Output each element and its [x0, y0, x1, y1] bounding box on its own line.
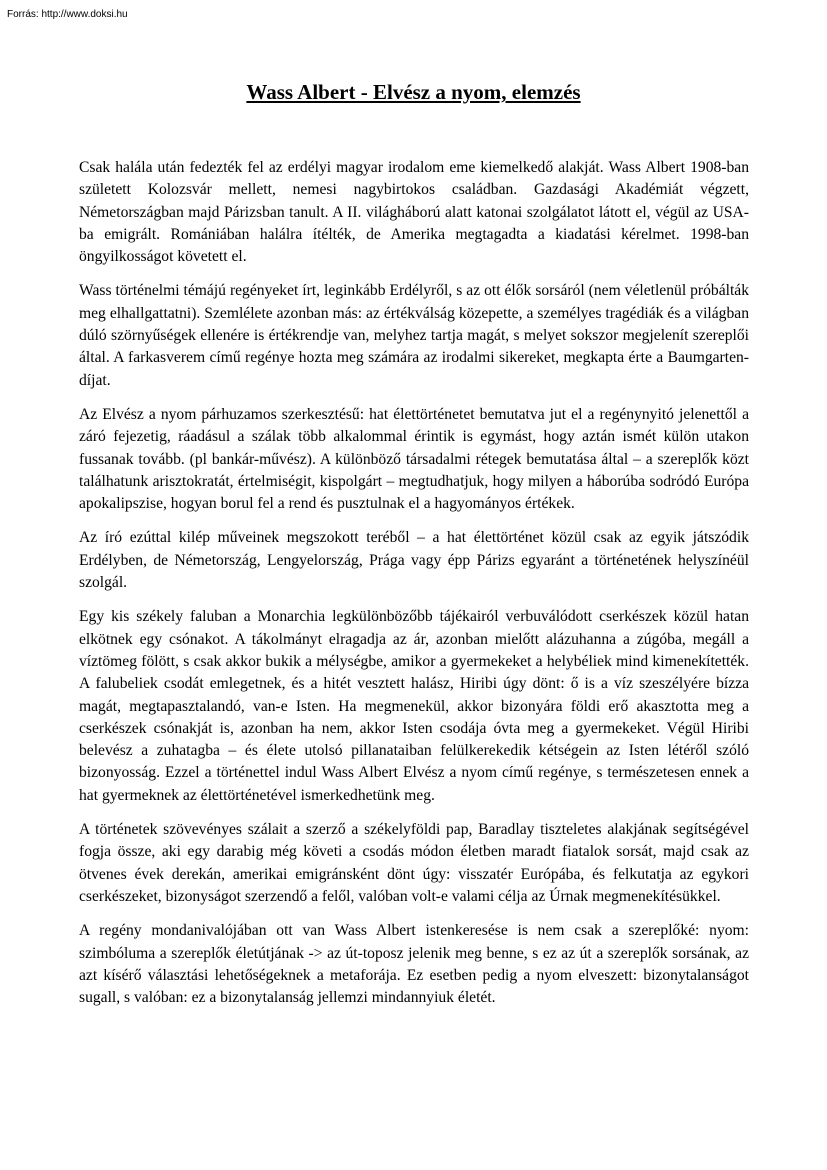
- paragraph-settings: Az író ezúttal kilép műveinek megszokott teréből – a hat élettörténet közül csak az egyik játszódik Erdélyben, de Németország, Lengyelország, Prága vagy épp Párizs egyaránt a történetének helyszínéül szolgál.: [79, 529, 749, 592]
- paragraph-narrator: A történetek szövevényes szálait a szerző a székelyföldi pap, Baradlay tiszteletes alakjának segítségével fogja össze, aki egy darabig még követi a csodás módon életben maradt fiatalok sorsát, majd csak az ötvenes évek derekán, amerikai emigránsként dönt úgy: visszatér Európába, és felkutatja az egykori cserkészeket, bizonyságot szerzendő a felől, valóban volt-e valami célja az Úrnak megmenekítésükkel.: [79, 821, 749, 905]
- source-url-label: Forrás: http://www.doksi.hu: [7, 9, 128, 20]
- paragraph-biography: Csak halála után fedezték fel az erdélyi magyar irodalom eme kiemelkedő alakját. Wass Albert 1908-ban született Kolozsvár mellett, nemesi nagybirtokos családban. Gazdasági Akadémiát végzett, Németországban majd Párizsban tanult. A II. világháború alatt katonai szolgálatot látott el, végül az USA-ba emigrált. Romániában halálra ítélték, de Amerika megtagadta a kiadatási kérelmet. 1998-ban öngyilkosságot követett el.: [79, 159, 749, 266]
- document-title: Wass Albert - Elvész a nyom, elemzés: [246, 80, 581, 104]
- document-body: [79, 157, 749, 1021]
- paragraph-works: Wass történelmi témájú regényeket írt, leginkább Erdélyről, s az ott élők sorsáról (nem véletlenül próbálták meg elhallgattatni). Szemlélete azonban más: az értékválság közepette, a személyes tragédiák és a világban dúló szörnyűségek ellenére is értékrendje van, melyhez tartja magát, s melyet sokszor megjelenít szereplői által. A farkasverem című regénye hozta meg számára az irodalmi sikereket, megkapta érte a Baumgarten-díjat.: [79, 282, 749, 389]
- paragraph-structure: Az Elvész a nyom párhuzamos szerkesztésű: hat élettörténetet bemutatva jut el a regénynyitó jelenettől a záró fejezetig, ráadásul a szálak több alkalommal érintik is egymást, hogy aztán ismét külön utakon fussanak tovább. (pl bankár-művész). A különböző társadalmi rétegek bemutatása által – a szereplők közt találhatunk arisztokratát, értelmiségit, kispolgárt – megtudhatjuk, hogy milyen a háborúba sodródó Európa apokalipszise, hogyan borul fel a rend és pusztulnak el a hagyományos értékek.: [79, 405, 749, 513]
- paragraph-plot-opening: Egy kis székely faluban a Monarchia legkülönbözőbb tájékairól verbuválódott cserkészek közül hatan elkötnek egy csónakot. A tákolmányt elragadja az ár, azonban mielőtt alázuhanna a zúgóba, megáll a víztömeg fölött, s csak akkor bukik a mélységbe, amikor a gyermekeket a helybéliek mind kimenekítették. A falubeliek csodát emlegetnek, és a hitét vesztett halász, Hiribi úgy dönt: ő is a víz szeszélyére bízza magát, megtapasztalandó, van-e Isten. Ha megmenekül, akkor bizonyára földi erő akasztotta meg a cserkészek csónakját is, azonban ha nem, akkor Isten csodája óvta meg a gyermekeket. Végül Hiribi belevész a zuhatagba – és élete utolsó pillanataiban felülkerekedik kétségein az Isten létéről szóló bizonyosság. Ezzel a történettel indul Wass Albert Elvész a nyom című regénye, s természetesen ennek a hat gyermeknek az élettörténetével ismerkedhetünk meg.: [79, 608, 749, 804]
- paragraph-message: A regény mondanivalójában ott van Wass Albert istenkeresése is nem csak a szereplőké: nyom: szimbóluma a szereplők életútjának -> az út-toposz jelenik meg benne, s ez az út a szereplők sorsának, az azt kísérő választási lehetőségeknek a metaforája. Ez esetben pedig a nyom elveszett: bizonytalanságot sugall, s valóban: ez a bizonytalanság jellemzi mindannyiuk életét.: [79, 922, 749, 1007]
